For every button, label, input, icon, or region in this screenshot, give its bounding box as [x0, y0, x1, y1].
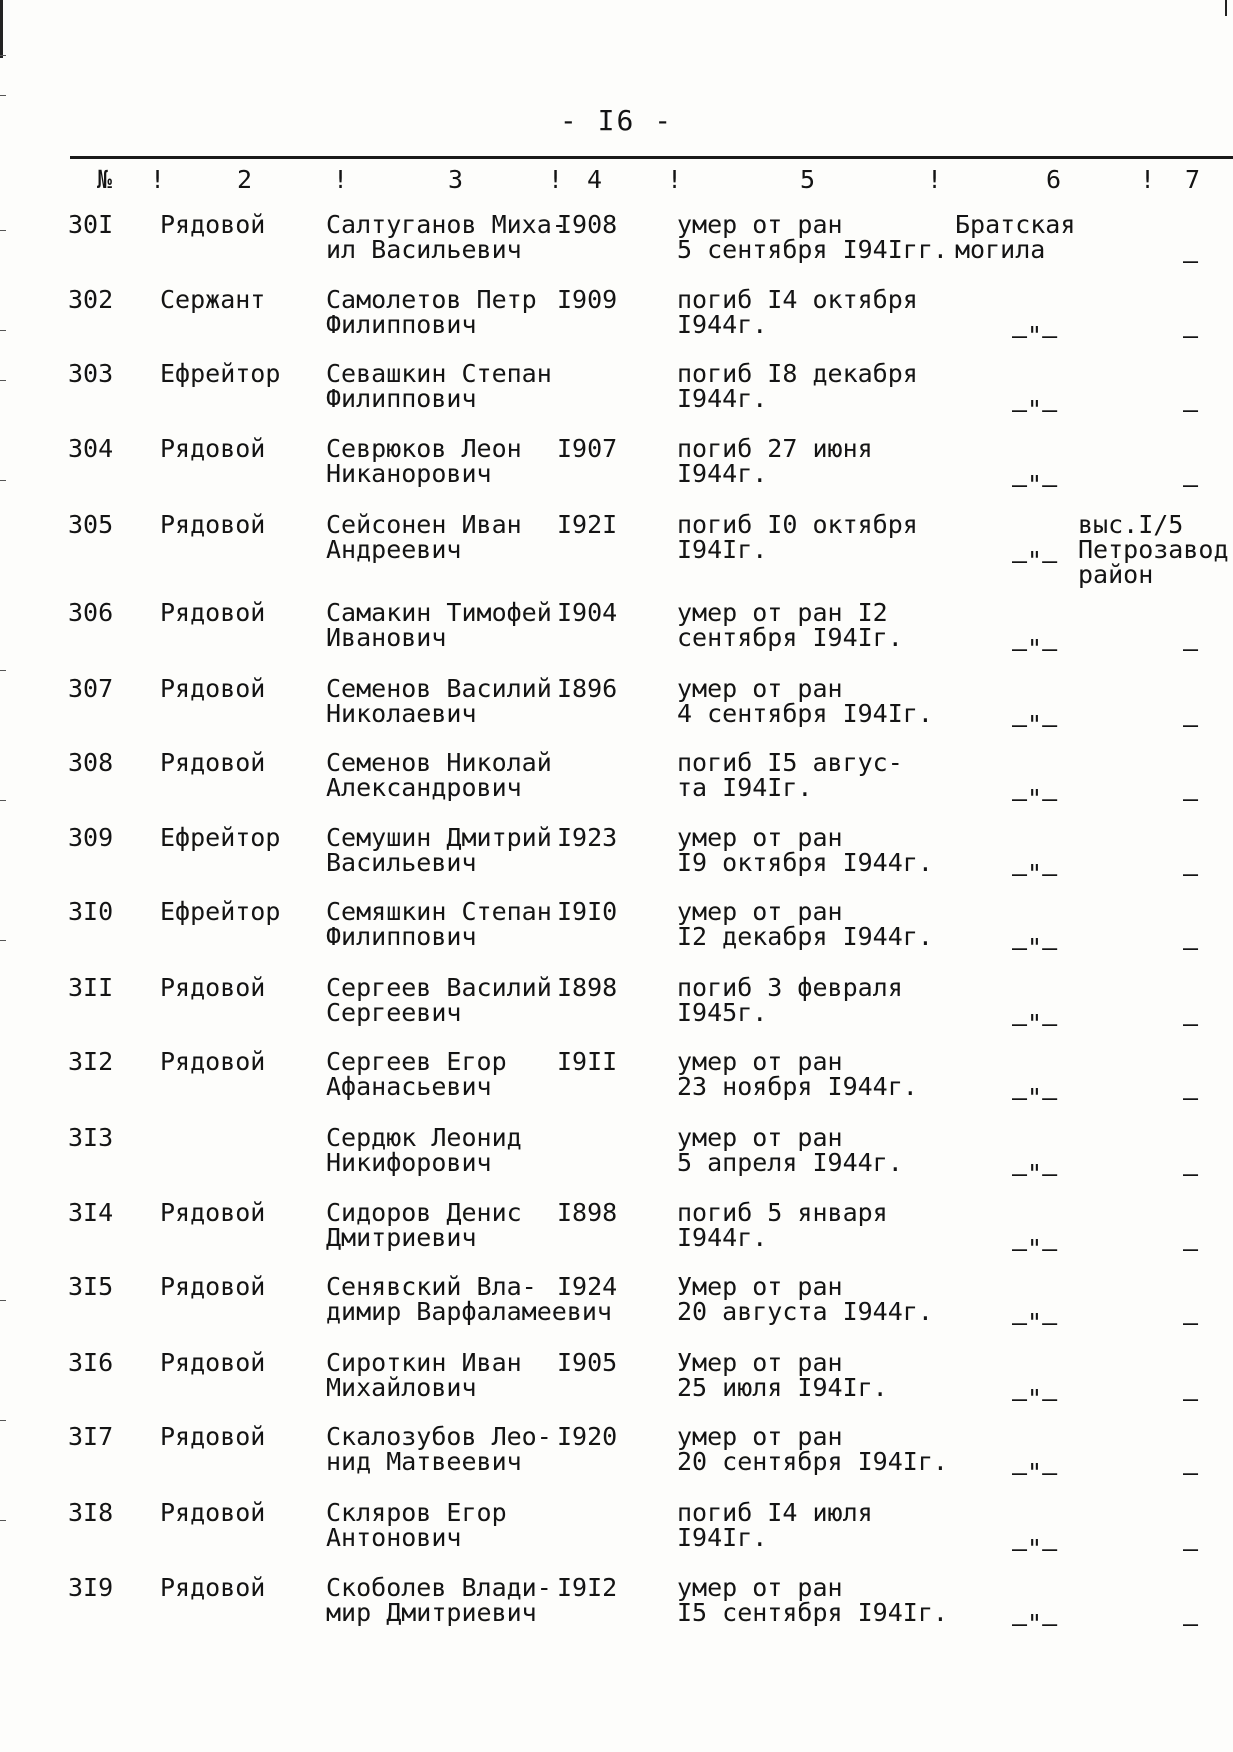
page-number: - I6 - [559, 104, 674, 137]
record-fate: погиб I4 октября I944г. [677, 285, 918, 339]
scan-edge-mark [1225, 0, 1227, 16]
record-birth-year: I9II [557, 1047, 618, 1076]
scan-edge-mark [0, 0, 3, 58]
record-name: Семенов Василий Николаевич [326, 674, 552, 728]
record-rank: Рядовой [160, 1348, 266, 1377]
record-burial-place: –"– [1012, 1009, 1058, 1038]
record-burial-place: –"– [1012, 1534, 1058, 1563]
record-name: Сенявский Вла- димир Варфаламеевич [326, 1272, 612, 1326]
record-burial-place: –"– [1012, 546, 1058, 575]
record-birth-year: I905 [557, 1348, 618, 1377]
table-row [0, 287, 1233, 362]
record-birth-year: I920 [557, 1422, 618, 1451]
col-header-1: № [97, 165, 113, 194]
table-row [0, 1575, 1233, 1650]
scan-margin-mark [0, 95, 6, 96]
col-separator: ! [548, 165, 564, 194]
record-rank: Ефрейтор [160, 823, 281, 852]
col-separator: ! [927, 165, 943, 194]
table-row [0, 975, 1233, 1050]
record-note: – [1183, 321, 1199, 350]
record-number: 3I6 [68, 1348, 114, 1377]
record-number: 3I0 [68, 897, 114, 926]
scan-margin-mark [0, 940, 6, 941]
record-note: – [1183, 1009, 1199, 1038]
record-note: – [1183, 246, 1199, 275]
record-name: Скоболев Влади- мир Дмитриевич [326, 1573, 552, 1627]
table-row [0, 1274, 1233, 1349]
record-number: 304 [68, 434, 114, 463]
record-note: – [1183, 1534, 1199, 1563]
record-fate: погиб I4 июля I94Iг. [677, 1498, 873, 1552]
table-row [0, 1200, 1233, 1275]
scan-margin-mark [0, 330, 6, 331]
table-row [0, 825, 1233, 900]
record-name: Сироткин Иван Михайлович [326, 1348, 522, 1402]
record-number: 3I5 [68, 1272, 114, 1301]
table-row [0, 600, 1233, 675]
table-row [0, 1500, 1233, 1575]
record-birth-year: I9I2 [557, 1573, 618, 1602]
record-fate: Умер от ран 20 августа I944г. [677, 1272, 933, 1326]
table-row [0, 212, 1233, 287]
record-rank: Ефрейтор [160, 359, 281, 388]
record-burial-place: –"– [1012, 1083, 1058, 1112]
table-row [0, 1424, 1233, 1499]
record-note: – [1183, 1458, 1199, 1487]
record-burial-place: –"– [1012, 933, 1058, 962]
record-name: Сейсонен Иван Андреевич [326, 510, 522, 564]
record-rank: Рядовой [160, 510, 266, 539]
record-name: Скалозубов Лео- нид Матвеевич [326, 1422, 552, 1476]
scan-margin-mark [0, 480, 6, 481]
scan-margin-mark [0, 1420, 6, 1421]
col-header-4: 4 [587, 165, 603, 194]
record-rank: Рядовой [160, 210, 266, 239]
record-note: – [1183, 1308, 1199, 1337]
record-rank: Рядовой [160, 1422, 266, 1451]
col-header-2: 2 [237, 165, 253, 194]
table-row [0, 750, 1233, 825]
record-note: – [1183, 710, 1199, 739]
record-name: Сидоров Денис Дмитриевич [326, 1198, 522, 1252]
record-note: – [1183, 634, 1199, 663]
table-row [0, 899, 1233, 974]
record-remark: выс.I/5 Петрозавод район [1078, 510, 1229, 589]
record-rank: Сержант [160, 285, 266, 314]
record-note: – [1183, 1609, 1199, 1638]
record-name: Семушин Дмитрий Васильевич [326, 823, 552, 877]
record-note: – [1183, 1159, 1199, 1188]
record-fate: умер от ран 4 сентября I94Iг. [677, 674, 933, 728]
record-name: Севашкин Степан Филиппович [326, 359, 552, 413]
record-fate: погиб 27 июня I944г. [677, 434, 873, 488]
record-name: Сергеев Егор Афанасьевич [326, 1047, 507, 1101]
record-burial-place: –"– [1012, 634, 1058, 663]
scan-margin-mark [0, 800, 6, 801]
header-rule [70, 156, 1233, 159]
record-rank: Рядовой [160, 1198, 266, 1227]
record-fate: погиб 5 января I944г. [677, 1198, 888, 1252]
record-rank: Рядовой [160, 748, 266, 777]
record-rank: Рядовой [160, 973, 266, 1002]
record-fate: умер от ран I2 декабря I944г. [677, 897, 933, 951]
record-burial-place: –"– [1012, 470, 1058, 499]
record-fate: умер от ран 23 ноября I944г. [677, 1047, 918, 1101]
record-number: 3I7 [68, 1422, 114, 1451]
record-fate: умер от ран 5 сентября I94Iгг. [677, 210, 948, 264]
record-fate: погиб 3 февраля I945г. [677, 973, 903, 1027]
record-name: Сердюк Леонид Никифорович [326, 1123, 522, 1177]
record-note: – [1183, 784, 1199, 813]
record-number: 309 [68, 823, 114, 852]
record-rank: Рядовой [160, 598, 266, 627]
record-birth-year: I92I [557, 510, 618, 539]
record-rank: Ефрейтор [160, 897, 281, 926]
record-fate: умер от ран I5 сентября I94Iг. [677, 1573, 948, 1627]
record-name: Скляров Егор Антонович [326, 1498, 507, 1552]
table-row [0, 361, 1233, 436]
record-birth-year: I907 [557, 434, 618, 463]
record-number: 3I9 [68, 1573, 114, 1602]
record-birth-year: I896 [557, 674, 618, 703]
record-burial-place: –"– [1012, 1159, 1058, 1188]
record-rank: Рядовой [160, 434, 266, 463]
table-row [0, 1350, 1233, 1425]
record-number: 302 [68, 285, 114, 314]
record-fate: умер от ран 5 апреля I944г. [677, 1123, 903, 1177]
record-number: 303 [68, 359, 114, 388]
record-rank: Рядовой [160, 1047, 266, 1076]
record-birth-year: I908 [557, 210, 618, 239]
record-burial-place: –"– [1012, 1234, 1058, 1263]
table-row [0, 1049, 1233, 1124]
table-row [0, 436, 1233, 511]
record-burial-place: –"– [1012, 784, 1058, 813]
scan-margin-mark [0, 380, 6, 381]
burial-place-header: Братская могила [955, 210, 1076, 264]
col-separator: ! [333, 165, 349, 194]
record-rank: Рядовой [160, 674, 266, 703]
record-note: – [1183, 1384, 1199, 1413]
record-number: 306 [68, 598, 114, 627]
record-note: – [1183, 1083, 1199, 1112]
record-fate: умер от ран I2 сентября I94Iг. [677, 598, 903, 652]
col-header-6: 6 [1046, 165, 1062, 194]
record-note: – [1183, 395, 1199, 424]
record-burial-place: –"– [1012, 710, 1058, 739]
record-birth-year: I924 [557, 1272, 618, 1301]
record-name: Самолетов Петр Филиппович [326, 285, 537, 339]
record-number: 3I3 [68, 1123, 114, 1152]
record-name: Семяшкин Степан Филиппович [326, 897, 552, 951]
col-separator: ! [150, 165, 166, 194]
record-name: Самакин Тимофей Иванович [326, 598, 552, 652]
record-birth-year: I9I0 [557, 897, 618, 926]
record-number: 307 [68, 674, 114, 703]
col-header-5: 5 [800, 165, 816, 194]
col-separator: ! [1140, 165, 1156, 194]
record-fate: умер от ран I9 октября I944г. [677, 823, 933, 877]
scan-margin-mark [0, 55, 6, 56]
record-note: – [1183, 933, 1199, 962]
record-note: – [1183, 859, 1199, 888]
record-fate: погиб I5 авгус- та I94Iг. [677, 748, 903, 802]
record-fate: погиб I8 декабря I944г. [677, 359, 918, 413]
record-number: 30I [68, 210, 114, 239]
record-name: Сергеев Василий Сергеевич [326, 973, 552, 1027]
table-row [0, 676, 1233, 751]
col-separator: ! [667, 165, 683, 194]
record-burial-place: –"– [1012, 1458, 1058, 1487]
record-burial-place: –"– [1012, 859, 1058, 888]
record-birth-year: I898 [557, 973, 618, 1002]
record-burial-place: –"– [1012, 395, 1058, 424]
record-burial-place: –"– [1012, 1609, 1058, 1638]
record-rank: Рядовой [160, 1272, 266, 1301]
record-number: 305 [68, 510, 114, 539]
record-note: – [1183, 1234, 1199, 1263]
record-number: 3I4 [68, 1198, 114, 1227]
record-rank: Рядовой [160, 1573, 266, 1602]
record-rank: Рядовой [160, 1498, 266, 1527]
record-fate: умер от ран 20 сентября I94Iг. [677, 1422, 948, 1476]
record-number: 3I2 [68, 1047, 114, 1076]
record-birth-year: I923 [557, 823, 618, 852]
scan-margin-mark [0, 230, 6, 231]
table-row [0, 1125, 1233, 1200]
record-birth-year: I909 [557, 285, 618, 314]
record-name: Семенов Николай Александрович [326, 748, 552, 802]
record-burial-place: –"– [1012, 321, 1058, 350]
record-birth-year: I904 [557, 598, 618, 627]
record-number: 3II [68, 973, 114, 1002]
table-row [0, 512, 1233, 587]
record-number: 3I8 [68, 1498, 114, 1527]
record-name: Салтуганов Миха- ил Васильевич [326, 210, 567, 264]
scan-margin-mark [0, 1520, 6, 1521]
record-burial-place: –"– [1012, 1308, 1058, 1337]
record-fate: Умер от ран 25 июля I94Iг. [677, 1348, 888, 1402]
record-number: 308 [68, 748, 114, 777]
col-header-7: 7 [1185, 165, 1201, 194]
record-name: Севрюков Леон Никанорович [326, 434, 522, 488]
record-fate: погиб I0 октября I94Iг. [677, 510, 918, 564]
record-birth-year: I898 [557, 1198, 618, 1227]
scan-margin-mark [0, 1300, 6, 1301]
col-header-3: 3 [448, 165, 464, 194]
record-burial-place: –"– [1012, 1384, 1058, 1413]
record-note: – [1183, 470, 1199, 499]
scan-margin-mark [0, 670, 6, 671]
